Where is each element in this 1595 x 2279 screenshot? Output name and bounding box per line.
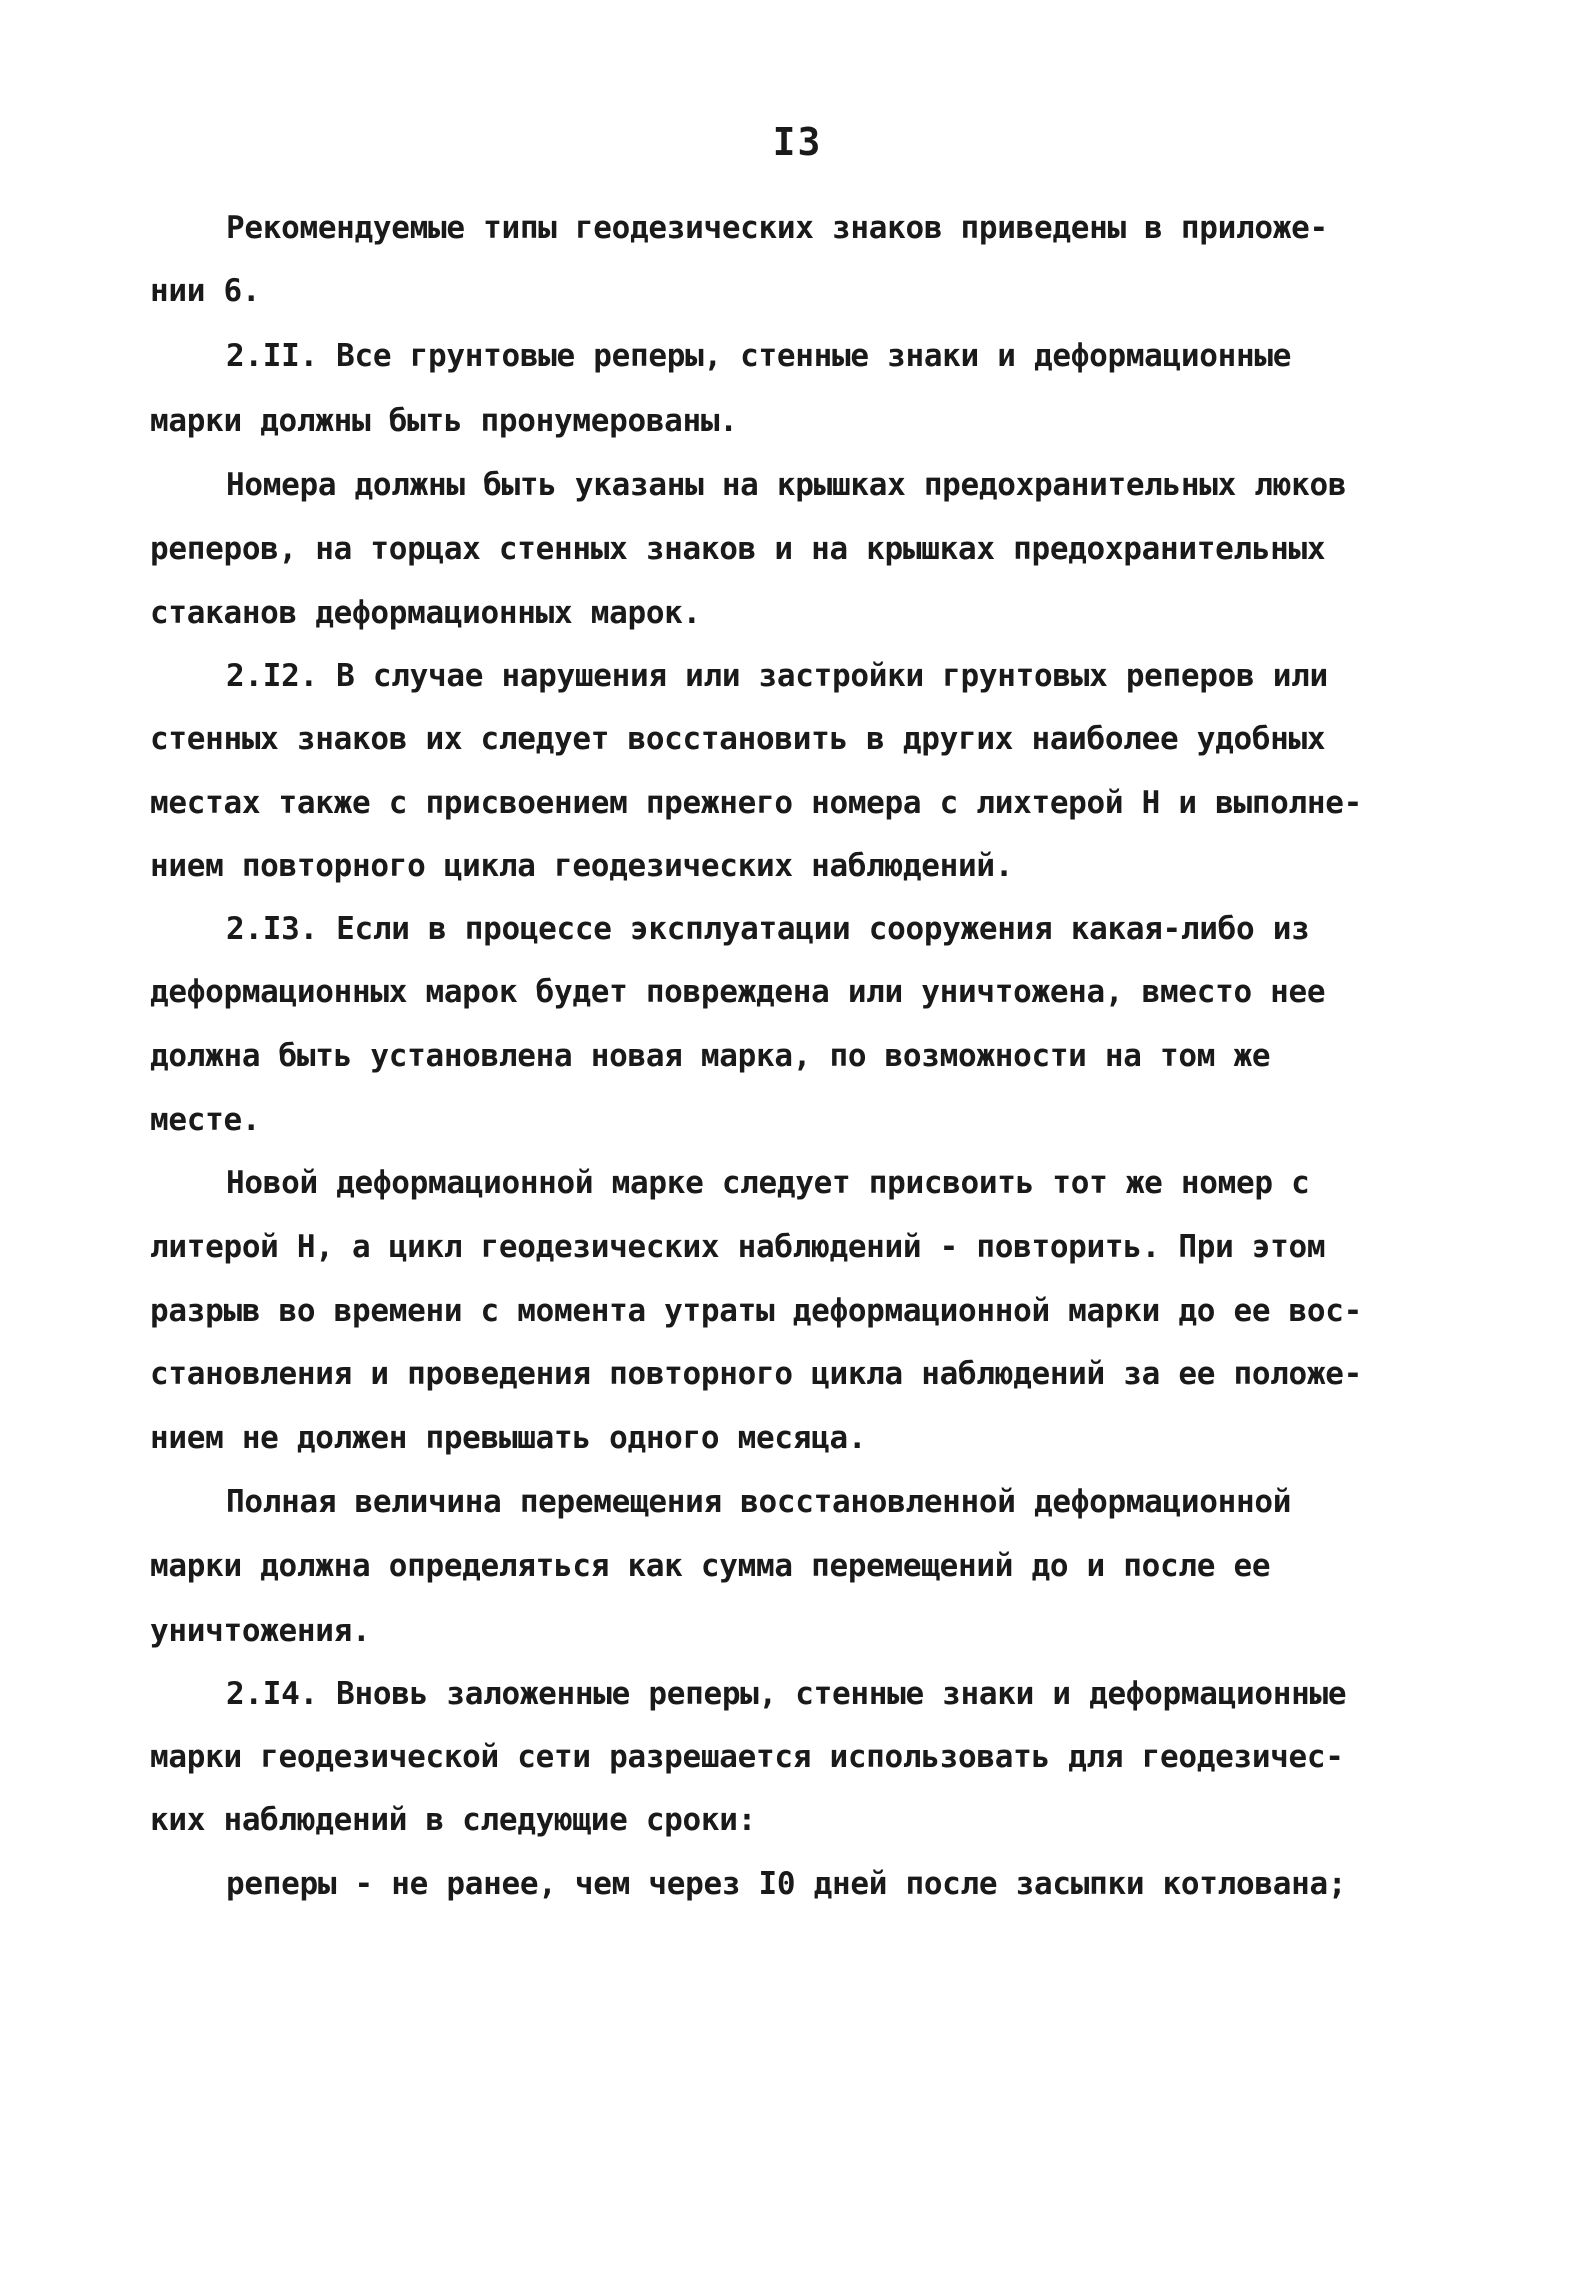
paragraph-6-line-2: литерой Н, а цикл геодезических наблюдений - повторить. При этом xyxy=(150,1229,1326,1265)
paragraph-9-line-1: реперы - не ранее, чем через I0 дней после засыпки котлована; xyxy=(226,1866,1347,1902)
paragraph-4-line-1: 2.I2. В случае нарушения или застройки грунтовых реперов или xyxy=(226,658,1328,694)
paragraph-6-line-5: нием не должен превышать одного месяца. xyxy=(150,1420,867,1456)
paragraph-6-line-3: разрыв во времени с момента утраты деформационной марки до ее вос- xyxy=(150,1293,1362,1329)
paragraph-1-line-2: нии 6. xyxy=(150,273,261,309)
paragraph-4-line-2: стенных знаков их следует восстановить в других наиболее удобных xyxy=(150,721,1326,757)
paragraph-3-line-1: Номера должны быть указаны на крышках предохранительных люков xyxy=(226,467,1347,503)
paragraph-5-line-2: деформационных марок будет повреждена или уничтожена, вместо нее xyxy=(150,974,1326,1010)
paragraph-6-line-4: становления и проведения повторного цикла наблюдений за ее положе- xyxy=(150,1356,1362,1392)
paragraph-8-line-2: марки геодезической сети разрешается использовать для геодезичес- xyxy=(150,1739,1344,1775)
paragraph-3-line-3: стаканов деформационных марок. xyxy=(150,595,701,631)
paragraph-8-line-3: ких наблюдений в следующие сроки: xyxy=(150,1802,756,1838)
paragraph-7-line-2: марки должна определяться как сумма перемещений до и после ее xyxy=(150,1548,1271,1584)
paragraph-8-line-1: 2.I4. Вновь заложенные реперы, стенные знаки и деформационные xyxy=(226,1676,1347,1712)
paragraph-7-line-3: уничтожения. xyxy=(150,1613,371,1649)
paragraph-4-line-3: местах также с присвоением прежнего номера с лихтерой Н и выполне- xyxy=(150,785,1362,821)
paragraph-6-line-1: Новой деформационной марке следует присвоить тот же номер с xyxy=(226,1165,1310,1201)
paragraph-4-line-4: нием повторного цикла геодезических наблюдений. xyxy=(150,848,1014,884)
paragraph-7-line-1: Полная величина перемещения восстановленной деформационной xyxy=(226,1484,1292,1520)
paragraph-3-line-2: реперов, на торцах стенных знаков и на крышках предохранительных xyxy=(150,531,1326,567)
paragraph-5-line-4: месте. xyxy=(150,1102,261,1138)
paragraph-1-line-1: Рекомендуемые типы геодезических знаков приведены в приложе- xyxy=(226,210,1328,246)
paragraph-2-line-2: марки должны быть пронумерованы. xyxy=(150,403,738,439)
paragraph-2-line-1: 2.II. Все грунтовые реперы, стенные знаки и деформационные xyxy=(226,338,1292,374)
page-number: I3 xyxy=(772,120,823,164)
paragraph-5-line-1: 2.I3. Если в процессе эксплуатации сооружения какая-либо из xyxy=(226,911,1310,947)
paragraph-5-line-3: должна быть установлена новая марка, по возможности на том же xyxy=(150,1038,1271,1074)
